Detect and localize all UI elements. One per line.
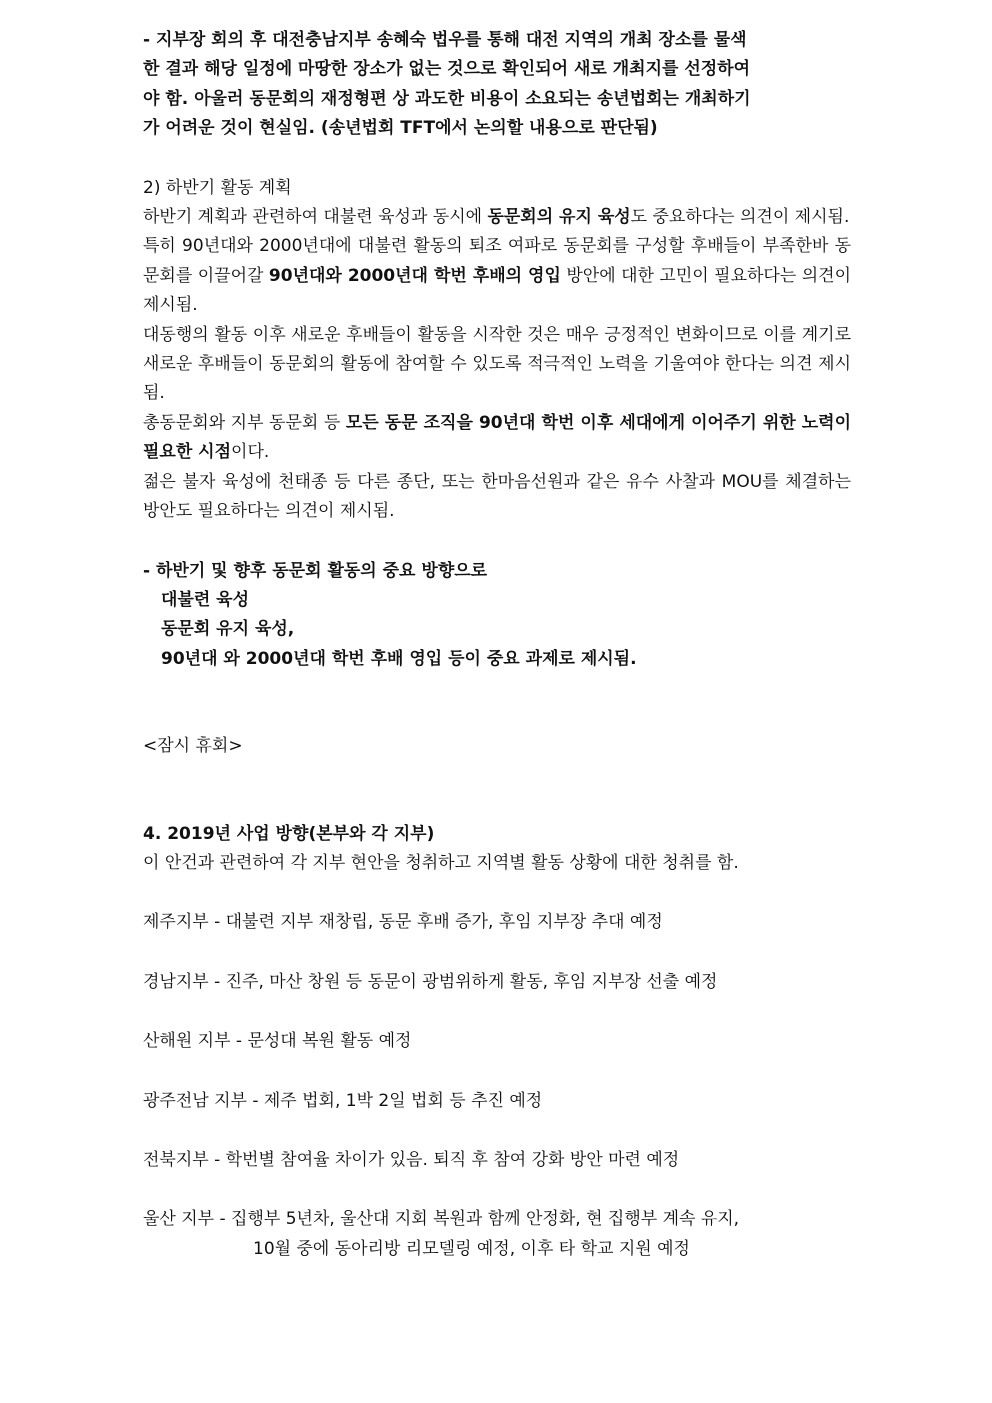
summary-item: 90년대 와 2000년대 학번 후배 영입 등이 중요 과제로 제시됨. xyxy=(161,648,637,669)
branch-entry: 제주지부 - 대불련 지부 재창립, 동문 후배 증가, 후임 지부장 추대 예정 xyxy=(143,912,663,933)
intro-bold-paragraph xyxy=(143,26,851,144)
intro-line: 야 함. 아울러 동문회의 재정형편 상 과도한 비용이 소요되는 송년법회는 개최하기 xyxy=(143,88,751,109)
section2-heading: 2) 하반기 활동 계획 xyxy=(143,177,292,198)
section4-intro: 이 안건과 관련하여 각 지부 현안을 청취하고 지역별 활동 상황에 대한 청취를 함. xyxy=(143,852,739,873)
branch-entry-continuation: 10월 중에 동아리방 리모델링 예정, 이후 타 학교 지원 예정 xyxy=(253,1238,690,1259)
emphasis-text: 모든 동문 조직을 90년대 학번 이후 세대에게 이어주기 위한 노력이 필요한 시점 xyxy=(143,412,851,463)
document-page xyxy=(143,26,851,1264)
section2-paragraph-5: 젊은 불자 육성에 천태종 등 다른 종단, 또는 한마음선원과 같은 유수 사찰과 MOU를 체결하는 방안도 필요하다는 의견이 제시됨. xyxy=(143,471,851,522)
emphasis-text: 동문회의 유지 육성 xyxy=(487,207,631,228)
section2-paragraph-3: 대동행의 활동 이후 새로운 후배들이 활동을 시작한 것은 매우 긍정적인 변화이므로 이를 계기로 새로운 후배들이 동문회의 활동에 참여할 수 있도록 적극적인 노력을 기울여야 한다는 의견 제시됨. xyxy=(143,324,851,404)
recess-note: <잠시 휴회> xyxy=(143,736,243,757)
branch-entry: 전북지부 - 학번별 참여율 차이가 있음. 퇴직 후 참여 강화 방안 마련 예정 xyxy=(143,1149,680,1170)
summary-item: 동문회 유지 육성, xyxy=(161,619,295,640)
branch-entry: 산해원 지부 - 문성대 복원 활동 예정 xyxy=(143,1031,412,1052)
section2-paragraph-2: 특히 90년대와 2000년대에 대불련 활동의 퇴조 여파로 동문회를 구성할 후배들이 부족한바 동문회를 이끌어갈 90년대와 2000년대 학번 후배의 영입 방안에 대한 고민이 필요하다는 의견이 제시됨. xyxy=(143,236,851,316)
section4-heading: 4. 2019년 사업 방향(본부와 각 지부) xyxy=(143,823,435,844)
branch-entry: 광주전남 지부 - 제주 법회, 1박 2일 법회 등 추진 예정 xyxy=(143,1090,543,1111)
section2-paragraph-4: 총동문회와 지부 동문회 등 모든 동문 조직을 90년대 학번 이후 세대에게 이어주기 위한 노력이 필요한 시점이다. xyxy=(143,412,851,463)
emphasis-text: 90년대와 2000년대 학번 후배의 영입 xyxy=(268,265,561,286)
summary-block xyxy=(143,557,851,675)
summary-item: 대불련 육성 xyxy=(161,589,250,610)
intro-line: 가 어려운 것이 현실임. (송년법회 TFT에서 논의할 내용으로 판단됨) xyxy=(143,118,658,139)
branch-entry-line: 울산 지부 - 집행부 5년차, 울산대 지회 복원과 함께 안정화, 현 집행부 계속 유지, xyxy=(143,1209,740,1230)
intro-line: 한 결과 해당 일정에 마땅한 장소가 없는 것으로 확인되어 새로 개최지를 선정하여 xyxy=(143,59,751,80)
section2-paragraph-1: 하반기 계획과 관련하여 대불련 육성과 동시에 동문회의 유지 육성도 중요하다는 의견이 제시됨. xyxy=(143,207,850,228)
intro-line: - 지부장 회의 후 대전충남지부 송혜숙 법우를 통해 대전 지역의 개최 장소를 물색 xyxy=(143,30,747,50)
summary-lead: - 하반기 및 향후 동문회 활동의 중요 방향으로 xyxy=(143,560,488,581)
branch-entry-ulsan xyxy=(143,1205,851,1264)
branch-entry: 경남지부 - 진주, 마산 창원 등 동문이 광범위하게 활동, 후임 지부장 선출 예정 xyxy=(143,971,718,992)
